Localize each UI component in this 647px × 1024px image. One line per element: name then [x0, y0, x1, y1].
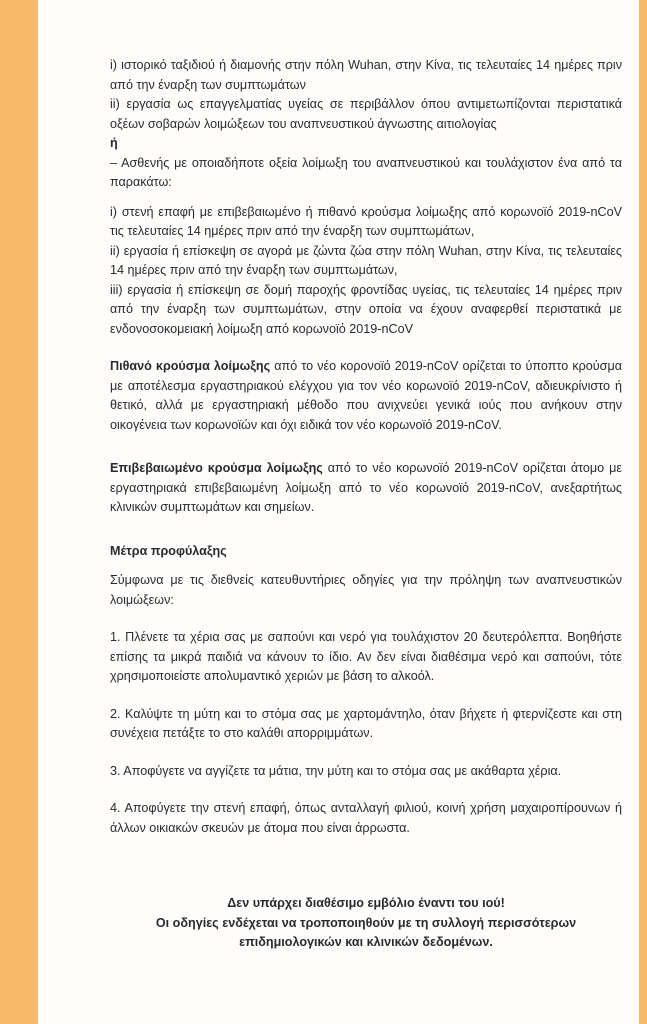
probable-case-paragraph — [110, 357, 622, 435]
confirmed-case-paragraph — [110, 459, 622, 518]
criterion-travel: i) ιστορικό ταξιδιού ή διαμονής στην πόλη Wuhan, στην Κίνα, τις τελευταίες 14 ημέρες πριν από την έναρξη των συμπτωμάτων — [110, 58, 622, 92]
guidelines-may-change-notice: Οι οδηγίες ενδέχεται να τροποποιηθούν με τη συλλογή περισσότερων επιδημιολογικών και κλινικών δεδομένων. — [155, 915, 577, 949]
criterion-live-animal-market: ii) εργασία ή επίσκεψη σε αγορά με ζώντα ζώα στην πόλη Wuhan, στην Κίνα, τις τελευταίες 14 ημέρες πριν από την έναρξη των συμπτωμάτων, — [110, 243, 622, 277]
confirmed-case-text: από το νέο κορωνοϊό 2019-nCoV ορίζεται άτομο με εργαστηριακά επιβεβαιωμένη λοίμωξη από το νέο κορωνοϊό 2019-nCoV, ανεξαρτήτως κλινικών συμπτωμάτων και σημείων. — [110, 461, 622, 514]
right-orange-border — [639, 0, 647, 1024]
measures-intro: Σύμφωνα με τις διεθνείς κατευθυντήριες οδηγίες για την πρόληψη των αναπνευστικών λοιμώξεων: — [110, 573, 622, 607]
document-content — [110, 56, 622, 838]
or-separator: ή — [110, 136, 118, 150]
footer-notice — [110, 894, 622, 953]
measure-item-avoid-touching: 3. Αποφύγετε να αγγίζετε τα μάτια, την μύτη και το στόμα σας με ακάθαρτα χέρια. — [110, 763, 562, 778]
probable-case-term: Πιθανό κρούσμα λοίμωξης — [110, 359, 271, 373]
criterion-healthcare-worker: ii) εργασία ως επαγγελματίας υγείας σε περιβάλλον όπου αντιμετωπίζονται περιστατικά οξέων σοβαρών λοιμώξεων του αναπνευστικού άγνωστης αιτιολογίας — [110, 97, 622, 131]
left-orange-border — [0, 0, 38, 1024]
document-page — [38, 0, 639, 1024]
second-case-intro: – Ασθενής με οποιαδήποτε οξεία λοίμωξη του αναπνευστικού και τουλάχιστον ένα από τα παρακάτω: — [110, 155, 622, 189]
no-vaccine-notice: Δεν υπάρχει διαθέσιμο εμβόλιο έναντι του ιού! — [227, 896, 505, 910]
probable-case-text: από το νέο κορονοϊό 2019-nCoV ορίζεται το ύποπτο κρούσμα με αποτέλεσμα εργαστηριακού ελέγχου για τον νέο κορωνοϊό 2019-nCoV, αδιευκρίνιστο ή θετικό, αλλά με εργαστηριακή μέθοδο που ανιχνεύει γενικά ιούς που ανήκουν στην οικογένεια των κορωνοϊών και όχι ειδικά τον νέο κορωνοϊό 2019-nCoV. — [110, 359, 622, 432]
measure-item-avoid-contact: 4. Αποφύγετε την στενή επαφή, όπως ανταλλαγή φιλιού, κοινή χρήση μαχαιροπίρουνων ή άλλων οικιακών σκευών με άτομα που είναι άρρωστα. — [110, 801, 622, 835]
confirmed-case-term: Επιβεβαιωμένο κρούσμα λοίμωξης — [110, 461, 323, 475]
measure-item-cover-cough: 2. Καλύψτε τη μύτη και το στόμα σας με χαρτομάντηλο, όταν βήχετε ή φτερνίζεστε και στη συνέχεια πετάξτε το στο καλάθι απορριμμάτων. — [110, 706, 622, 740]
criterion-close-contact: i) στενή επαφή με επιβεβαιωμένο ή πιθανό κρούσμα λοίμωξης από κορωνοϊό 2019-nCoV τις τελευταίες 14 ημέρες πριν από την έναρξη των συμπτωμάτων, — [110, 204, 622, 238]
measure-item-handwashing: 1. Πλένετε τα χέρια σας με σαπούνι και νερό για τουλάχιστον 20 δευτερόλεπτα. Βοηθήστε επίσης τα μικρά παιδιά να κάνουν το ίδιο. Αν δεν είναι διαθέσιμα νερό και σαπούνι, τότε χρησιμοποιείστε απολυμαντικό χεριών με βάση το αλκοόλ. — [110, 630, 622, 683]
criterion-healthcare-facility: iii) εργασία ή επίσκεψη σε δομή παροχής φροντίδας υγείας, τις τελευταίες 14 ημέρες πριν από την έναρξη των συμπτωμάτων, στην οποία να έχουν αναφερθεί περιστατικά με ενδονοσοκομειακή λοίμωξη από κορωνοϊό 2019-nCoV — [110, 282, 622, 336]
measures-title: Μέτρα προφύλαξης — [110, 543, 227, 558]
